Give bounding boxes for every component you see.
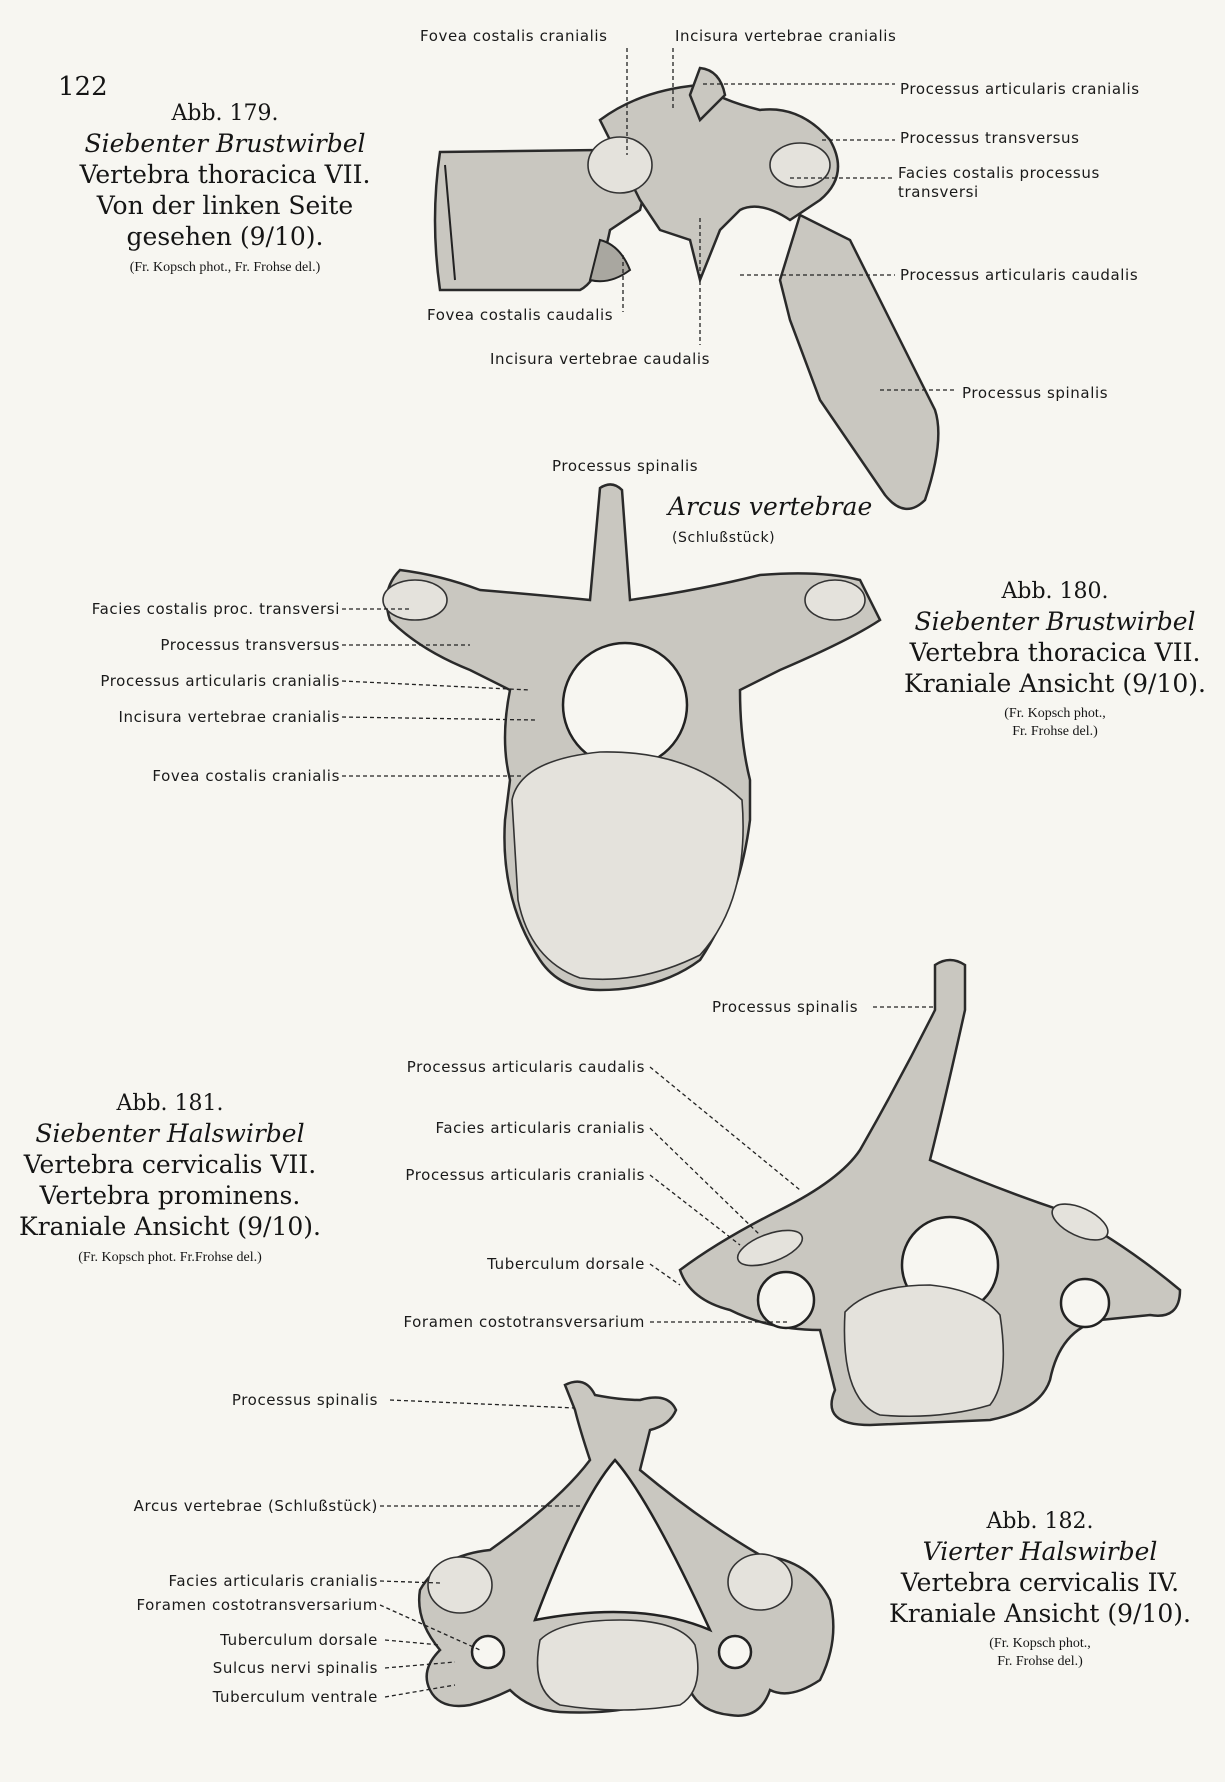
fig179-label-proc-art-cranialis: Processus articularis cranialis xyxy=(900,80,1140,98)
fig179-title-latin: Vertebra thoracica VII. xyxy=(79,159,371,189)
fig181-label-facies-art-cranialis: Facies articularis cranialis xyxy=(435,1119,645,1137)
fig182-label-proc-spinalis: Processus spinalis xyxy=(231,1391,378,1409)
fig182-number: Abb. 182. xyxy=(986,1509,1094,1534)
fig180-title-latin: Vertebra thoracica VII. xyxy=(909,637,1201,667)
fig179-label-fovea-cranialis: Fovea costalis cranialis xyxy=(420,27,608,45)
fig180-label-proc-spinalis: Processus spinalis xyxy=(552,457,699,475)
fig180-label-proc-art-cranialis: Processus articularis cranialis xyxy=(100,672,340,690)
fig181-subtitle: Vertebra prominens. xyxy=(39,1181,301,1210)
fig181-caption xyxy=(10,1090,330,1266)
fig182-view: Kraniale Ansicht (9/10). xyxy=(889,1599,1191,1628)
fig179-view-line2: gesehen (9/10). xyxy=(126,222,324,252)
fig181-vertebra-drawing xyxy=(680,960,1180,1425)
fig182-label-sulcus: Sulcus nervi spinalis xyxy=(212,1659,378,1677)
fig179-vertebra-drawing xyxy=(435,68,938,509)
fig179-credit: (Fr. Kopsch phot., Fr. Frohse del.) xyxy=(129,259,321,275)
fig181-credit: (Fr. Kopsch phot. Fr.Frohse del.) xyxy=(78,1249,262,1265)
fig181-label-proc-spinalis: Processus spinalis xyxy=(712,998,859,1016)
fig179-label-proc-art-caudalis: Processus articularis caudalis xyxy=(900,266,1139,284)
fig179-view-line1: Von der linken Seite xyxy=(96,191,354,220)
fig179-title-german: Siebenter Brustwirbel xyxy=(84,128,366,158)
fig180-label-proc-transversus: Processus transversus xyxy=(160,636,340,654)
fig179-label-incisura-cranialis: Incisura vertebrae cranialis xyxy=(675,27,897,45)
fig182-title-german: Vierter Halswirbel xyxy=(922,1536,1158,1566)
fig182-vertebra-drawing xyxy=(419,1382,833,1716)
fig179-label-facies-costalis-1: Facies costalis processus xyxy=(898,164,1100,182)
fig182-label-facies-art-cranialis: Facies articularis cranialis xyxy=(168,1572,378,1590)
fig181-view: Kraniale Ansicht (9/10). xyxy=(19,1212,321,1242)
fig179-number: Abb. 179. xyxy=(171,101,279,126)
fig180-title-german: Siebenter Brustwirbel xyxy=(914,606,1196,636)
fig180-credit-line1: (Fr. Kopsch phot., xyxy=(1004,706,1106,722)
fig180-label-arcus: Arcus vertebrae xyxy=(668,492,873,521)
fig182-label-foramen: Foramen costotransversarium xyxy=(136,1596,378,1614)
fig179-label-fovea-caudalis: Fovea costalis caudalis xyxy=(427,306,614,324)
fig179-label-proc-spinalis: Processus spinalis xyxy=(962,384,1109,402)
fig182-title-latin: Vertebra cervicalis IV. xyxy=(900,1567,1180,1597)
fig182-label-tuberculum-ventrale: Tuberculum ventrale xyxy=(212,1688,378,1706)
fig180-label-incisura-cranialis: Incisura vertebrae cranialis xyxy=(118,708,340,726)
fig181-label-tuberculum-dorsale: Tuberculum dorsale xyxy=(487,1255,645,1273)
page-number: 122 xyxy=(58,72,108,102)
fig179-label-proc-transversus: Processus transversus xyxy=(900,129,1080,147)
fig182-label-tuberculum-dorsale: Tuberculum dorsale xyxy=(220,1631,378,1649)
fig179-caption xyxy=(60,100,390,276)
fig182-label-arcus: Arcus vertebrae (Schlußstück) xyxy=(133,1497,378,1515)
fig179-label-incisura-caudalis: Incisura vertebrae caudalis xyxy=(490,350,711,368)
fig180-label-schlussstueck: (Schlußstück) xyxy=(672,530,776,546)
fig181-label-foramen: Foramen costotransversarium xyxy=(403,1313,645,1331)
fig180-view: Kraniale Ansicht (9/10). xyxy=(904,669,1206,698)
fig181-label-proc-art-caudalis: Processus articularis caudalis xyxy=(406,1058,645,1076)
fig181-title-latin: Vertebra cervicalis VII. xyxy=(23,1149,317,1179)
fig182-caption xyxy=(880,1508,1200,1670)
fig182-credit-line1: (Fr. Kopsch phot., xyxy=(989,1636,1091,1652)
fig180-label-facies-costalis: Facies costalis proc. transversi xyxy=(91,600,340,618)
fig179-label-facies-costalis-2: transversi xyxy=(898,183,979,201)
fig181-number: Abb. 181. xyxy=(116,1091,224,1116)
fig180-caption xyxy=(895,578,1215,740)
fig180-number: Abb. 180. xyxy=(1001,579,1109,604)
fig181-title-german: Siebenter Halswirbel xyxy=(35,1118,305,1148)
fig180-label-fovea-cranialis: Fovea costalis cranialis xyxy=(152,767,340,785)
fig182-credit-line2: Fr. Frohse del.) xyxy=(997,1653,1083,1669)
fig181-label-proc-art-cranialis: Processus articularis cranialis xyxy=(405,1166,645,1184)
fig180-vertebra-drawing xyxy=(383,484,880,990)
fig180-credit-line2: Fr. Frohse del.) xyxy=(1012,723,1098,739)
